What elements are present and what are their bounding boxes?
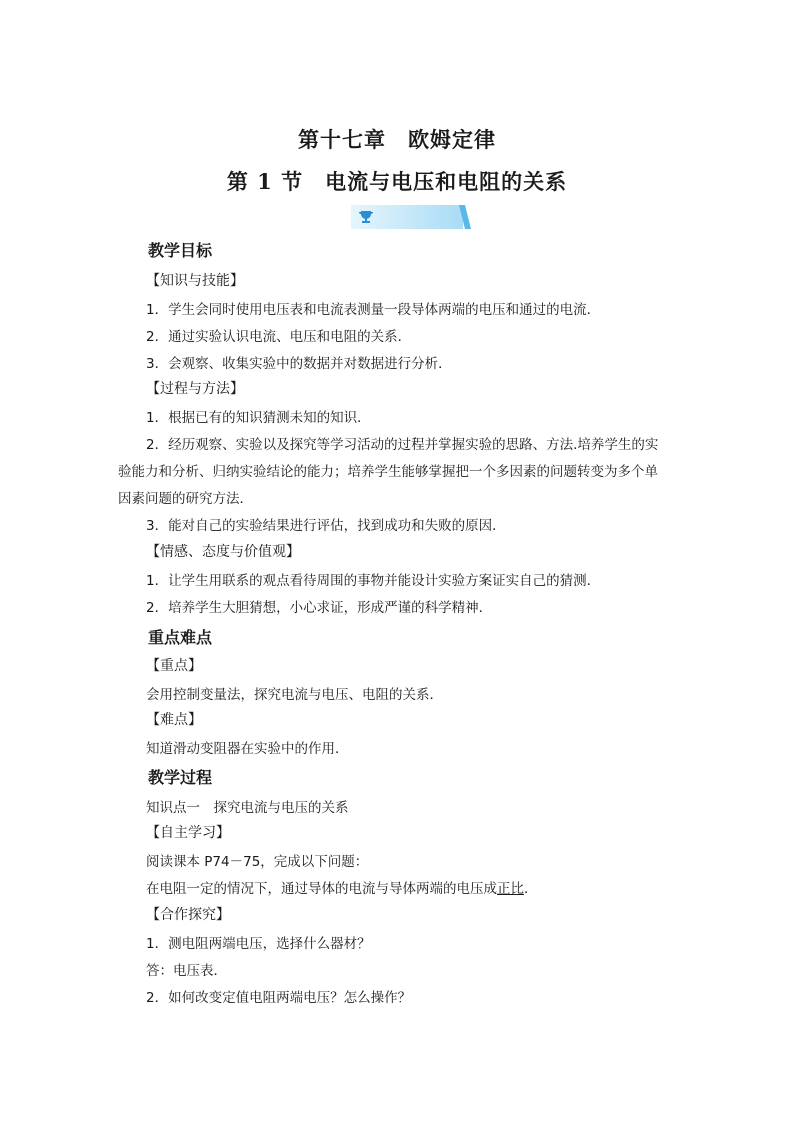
heading-teaching-goals: 教学目标 (148, 241, 213, 260)
answer-prefix: 在电阻一定的情况下，通过导体的电流与导体两端的电压成 (146, 881, 497, 897)
paragraph: 知道滑动变阻器在实验中的作用． (146, 741, 349, 757)
section-banner (351, 205, 471, 229)
label-process-methods: 【过程与方法】 (146, 381, 244, 397)
list-item: 1．学生会同时使用电压表和电流表测量一段导体两端的电压和通过的电流． (146, 302, 601, 318)
paragraph-fill-answer (146, 877, 538, 897)
label-cooperative-inquiry: 【合作探究】 (146, 907, 230, 923)
heading-key-difficult-points: 重点难点 (148, 628, 213, 647)
chapter-title: 第十七章 欧姆定律 (298, 127, 496, 152)
heading-teaching-process: 教学过程 (148, 768, 213, 787)
label-difficult-point: 【难点】 (146, 712, 202, 728)
list-item: 2．经历观察、实验以及探究等学习活动的过程并掌握实验的思路、方法.培养学生的实 (146, 437, 659, 453)
answer-line: 答：电压表． (146, 963, 227, 979)
answer-suffix: ． (524, 881, 538, 897)
label-key-point: 【重点】 (146, 658, 202, 674)
label-knowledge-skills: 【知识与技能】 (146, 273, 244, 289)
list-item: 3．会观察、收集实验中的数据并对数据进行分析． (146, 356, 452, 372)
list-item: 2．如何改变定值电阻两端电压？怎么操作？ (146, 990, 412, 1006)
list-item: 1．测电阻两端电压，选择什么器材？ (146, 936, 371, 952)
list-item: 1．根据已有的知识猜测未知的知识． (146, 410, 371, 426)
list-item-continued: 因素问题的研究方法． (118, 491, 253, 507)
answer-text: 正比 (497, 881, 524, 897)
knowledge-point-title: 知识点一 探究电流与电压的关系 (146, 800, 349, 816)
label-emotion-values: 【情感、态度与价值观】 (146, 544, 300, 560)
paragraph: 阅读课本 P74－75，完成以下问题： (146, 854, 369, 870)
paragraph: 会用控制变量法，探究电流与电压、电阻的关系． (146, 687, 443, 703)
label-self-study: 【自主学习】 (146, 825, 230, 841)
list-item: 2．培养学生大胆猜想，小心求证，形成严谨的科学精神． (146, 600, 493, 616)
list-item: 1．让学生用联系的观点看待周围的事物并能设计实验方案证实自己的猜测． (146, 573, 601, 589)
section-title: 第 1 节 电流与电压和电阻的关系 (226, 169, 568, 194)
list-item: 3．能对自己的实验结果进行评估，找到成功和失败的原因． (146, 518, 506, 534)
list-item-continued: 验能力和分析、归纳实验结论的能力；培养学生能够掌握把一个多因素的问题转变为多个单 (118, 464, 658, 480)
list-item: 2．通过实验认识电流、电压和电阻的关系． (146, 329, 412, 345)
